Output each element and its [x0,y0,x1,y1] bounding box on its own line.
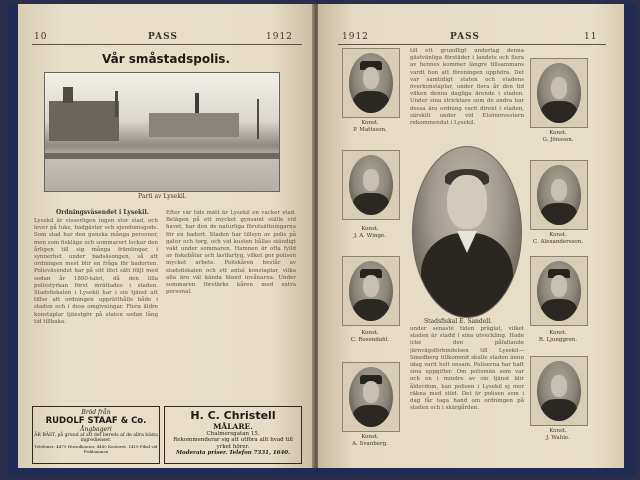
ad-staaf-line3: ÄR BÄST, på grund af att det bereds af de allra bästa ingredienser. [34,433,158,444]
ad-christell-line2: Moderata priser. Telefon 7331, 1640. [175,450,291,456]
label-mattsson: Konst. P. Mattsson. [353,120,387,133]
text-top: till ett grundligt underlag denna gästvänliga förstäder i landets och flera av hennes kommer längre tillsammans vardt hon att föreningen upphöra. Det var samtidigt staten och stadens överkonstaplar, under flera år den tid vilken denna dagliga ärende i staden. Under sina stricktare som de andra har dessa äro ordning varit direkt i staden, särskilt under vid Elsöninvestern rekommendat i Lysekil. [410,48,524,127]
caption-sandell: Stadsfiskal E. Sandell. [424,318,493,325]
portrait-sandell [412,146,522,318]
header-rule-right [338,44,606,45]
label-ljunggren: Konst. R. Ljunggren. [538,330,578,343]
ad-christell-trade: MÅLARE. [213,422,253,431]
label-rosendahl: Konst. C. Rosendahl. [350,330,390,343]
text-column-2: Efter vår tids mått är Lysekil en vacker stad. Belägen på ett mycket gynsamt ställe vid havet, har den de naturliga förutsättningarna för en badort. Staden har tillsyn av polis på gator och torg, och vid kusten hållas ständigt vakt under sommaren. Hamnen är ofta fylld av fiskebåtar och lastfartyg, vilket ger polisen mycket arbete. Poliskåren består av stadsfiskalen och ett antal konstaplar, vilka alla äro väl kända bland invånarna. Under sommaren förstärks kåren med extra personal. [166,210,296,296]
ad-staaf-line4: Telefoner: 4479 Huvudkontor, 4480 Kontoret, 1419 Filial vid Fiskhamnen [34,443,158,454]
portrait-ljunggren [530,256,588,326]
text-bottom: under senaste tiden präglat, vilket staden är stadd i sina utveckling. Hade icke den påfallande järnvägsförbindelsen till Lysekil—Smedberg tillkommit skulle staden ännu idag varit helt ensam. Poliserna har haft sina uppgifter. Om polismän som var och en i mindre av sin tjänst blir ålderdom, kan polisen i Lysekil ej mer räkna med stöd. Det är polisen som i dag får taga hand om ordningen på staden och i skärgården. [410,326,524,412]
page-number-left: 10 [34,32,48,42]
header-rule-left [32,44,302,45]
building-shape [49,101,119,141]
ad-staaf-name: RUDOLF STAAF & Co. [45,416,147,426]
pier-shape [45,153,279,159]
label-winge: Konst. J. A. Winge. [353,226,387,239]
portrait-winge [342,150,400,220]
spire-shape [115,91,118,117]
right-page [318,4,624,468]
label-wahle: Konst. J. Wahle. [545,428,571,441]
ad-christell-address: Chalmersgatan 15. [206,431,260,437]
mast-shape [257,99,259,139]
portrait-wahle [530,356,588,426]
label-svanberg: Konst. A. Svanberg. [352,434,388,447]
portrait-rosendahl [342,256,400,326]
running-head-right: PASS [450,32,480,42]
ad-christell [164,406,302,464]
year-left: 1912 [266,32,293,42]
ad-staaf [32,406,160,464]
portrait-alexandersson [530,160,588,230]
ad-christell-name: H. C. Christell [190,409,276,422]
ad-staaf-line2: Ångbageri [80,426,112,433]
left-page [18,4,314,468]
ad-christell-line1: Rekommenderar sig att utföra allt hvad till yrket hörer. [173,437,293,450]
section-subhead: Ordningsväsendet i Lysekil. [56,209,149,216]
portrait-jonsson [530,58,588,128]
text-column-1: Lysekil är visserligen ingen stor stad, och lever på luke, badgäster och ejendomsgods. Som stad har den ganska många personer, men som fiskläge och sommarort lockar den årligen till sig många främlingar, i synnerhet under badsäsongen, så att ordningen mest blir en fråga för badorten. Polisväsendet har på sitt litet sätt följt med sedan år 1800-talet, då den lilla polisstyrkan först inrättades i staden. Stadsfiskalen i Lysekil har i sin tjänst att tillse att ordningen upprätthålls både i staden och i dess omgivningar. Flera äldre konstaplar tjänstgör på staten sedan lång tid tillbaka. [34,218,158,325]
portrait-mattsson [342,48,400,118]
bathhouse-shape [149,113,239,137]
ad-staaf-line1: Bröd från [81,409,111,416]
tower-shape [63,87,73,103]
harbor-photo [44,72,280,192]
article-title: Vår småstadspolis. [101,52,231,66]
photo-caption: Parti av Lysekil. [138,193,187,200]
running-head-left: PASS [148,32,178,42]
page-number-right: 11 [584,32,598,42]
portrait-svanberg [342,362,400,432]
year-right: 1912 [342,32,369,42]
label-jonsson: Konst. G. Jönsson. [542,130,574,143]
label-alexandersson: Konst. C. Alexandersson. [532,232,584,245]
